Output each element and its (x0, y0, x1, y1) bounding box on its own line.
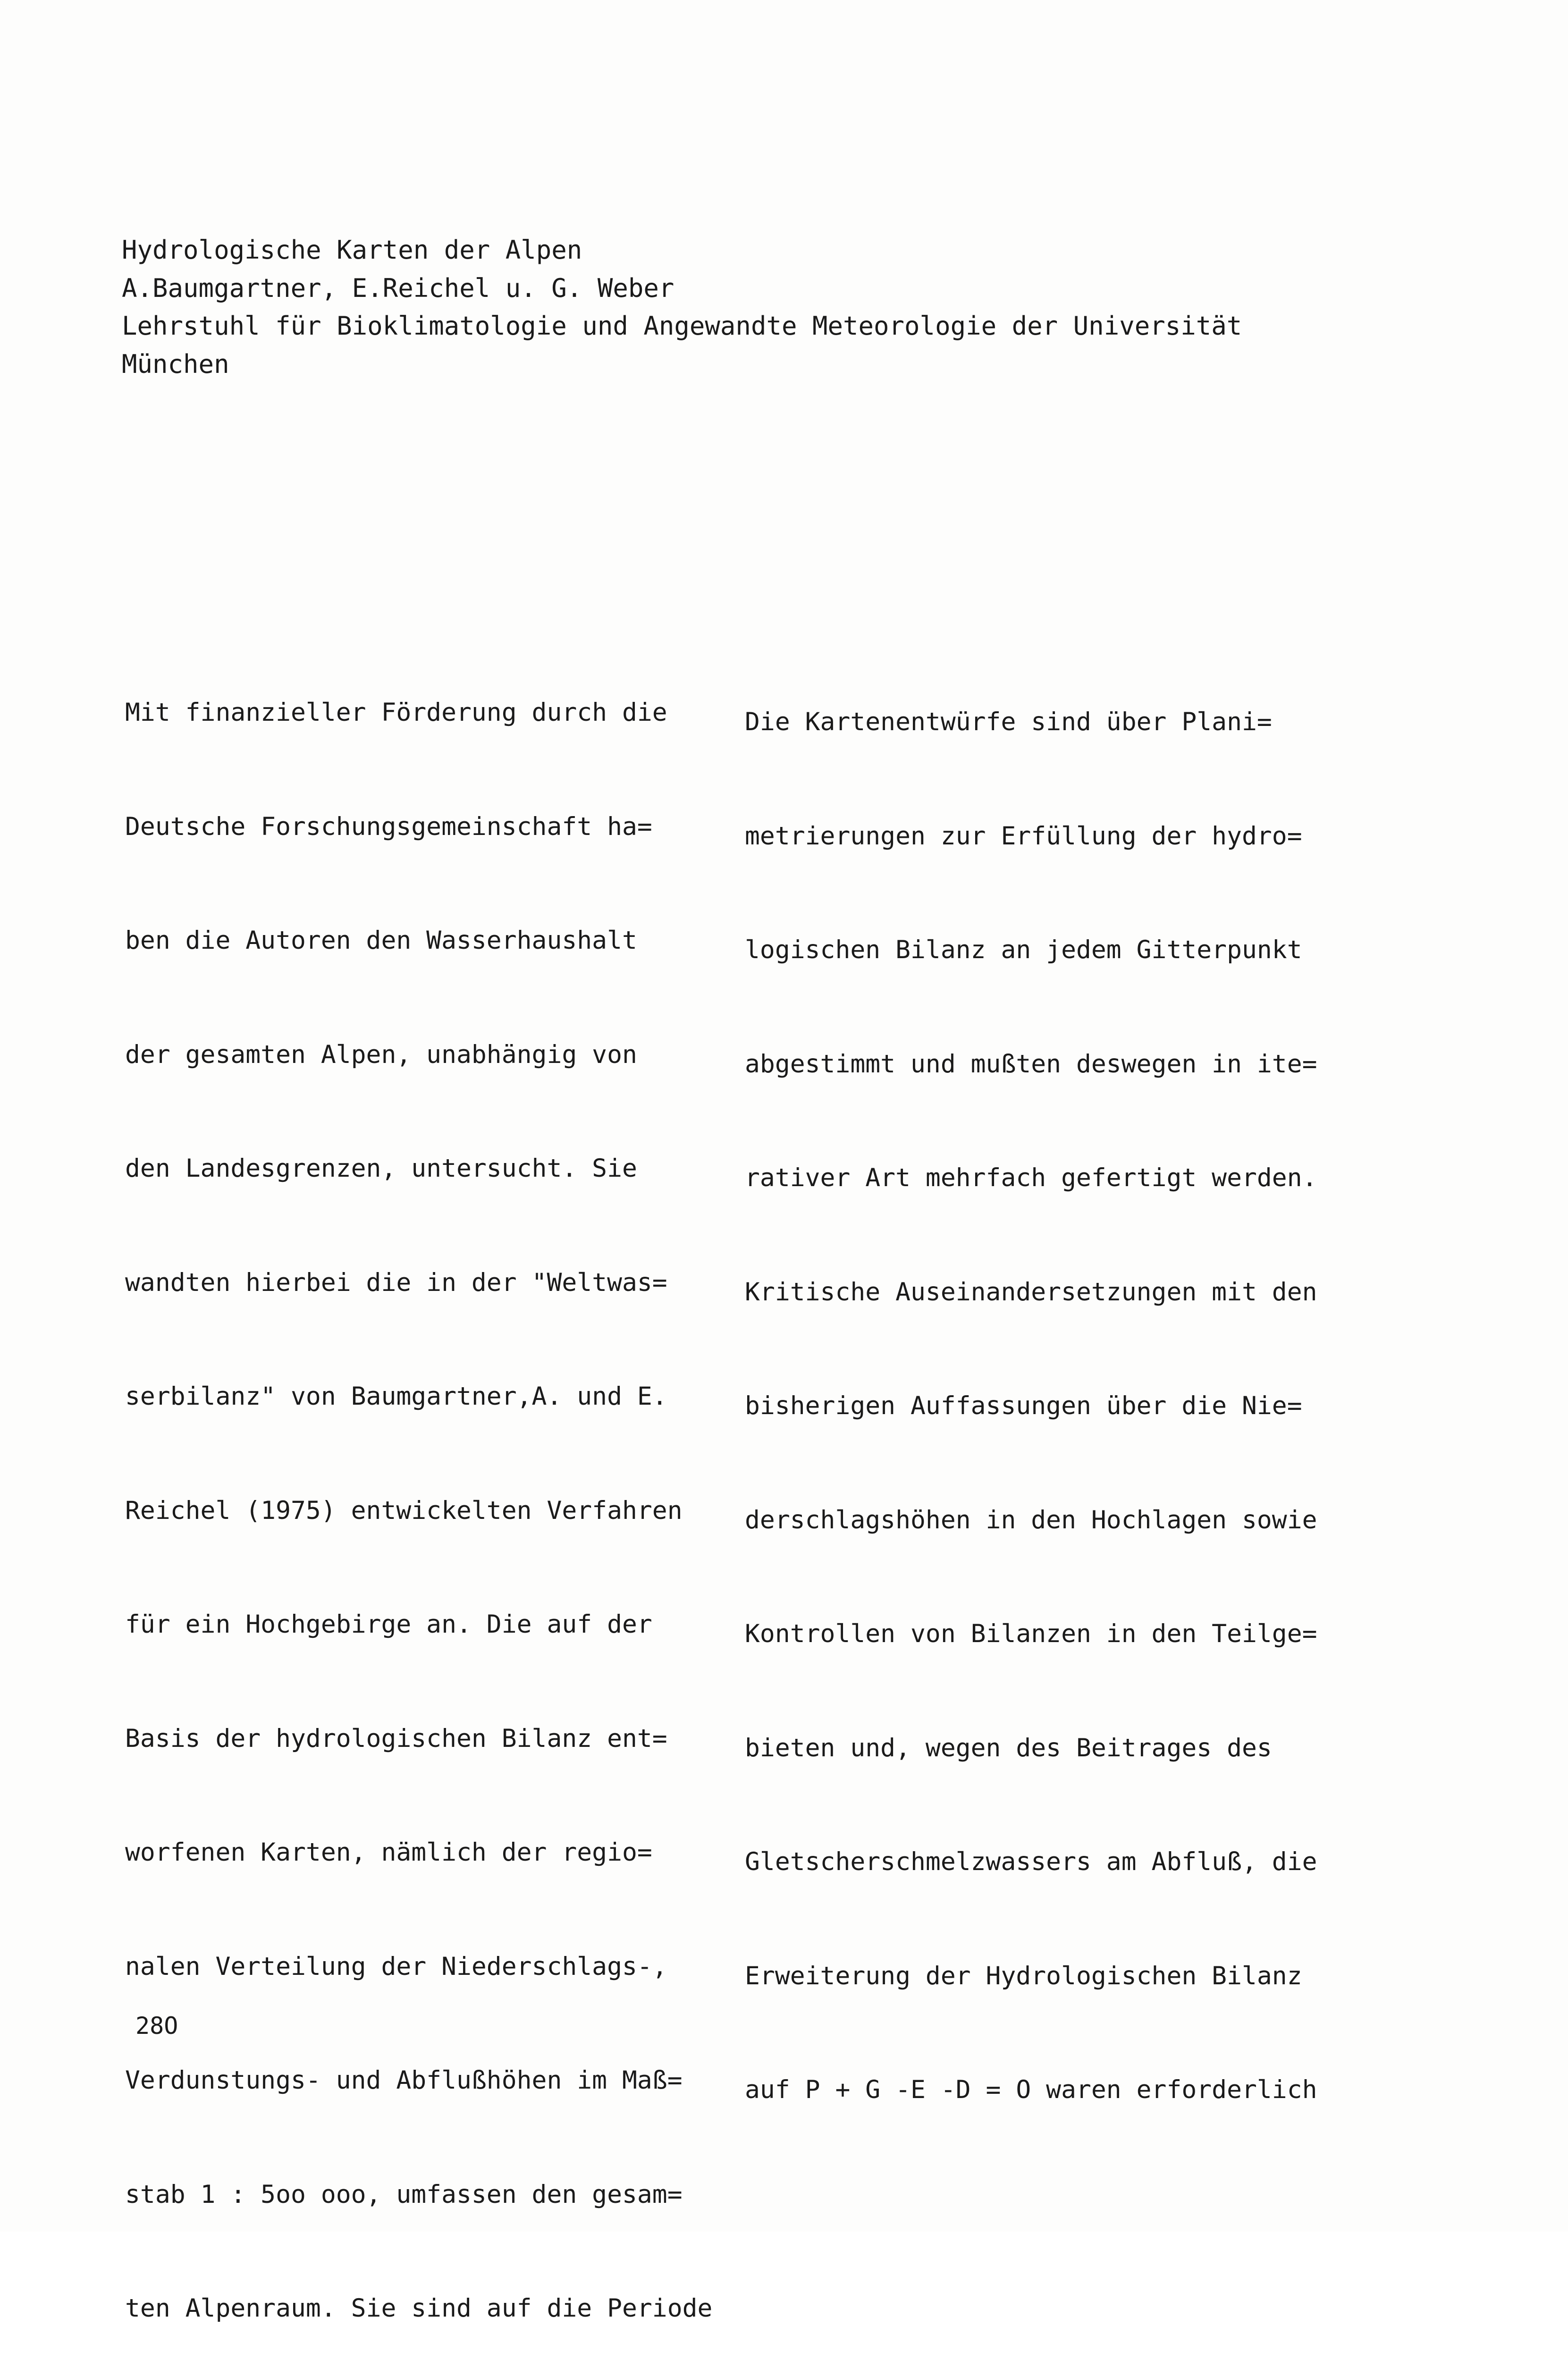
article-title: Hydrologische Karten der Alpen (122, 235, 582, 265)
article-affiliation: Lehrstuhl für Bioklimatologie und Angewandte Meteorologie der Universität (122, 311, 1242, 341)
text-line: den Landesgrenzen, untersucht. Sie (125, 1154, 637, 1183)
text-line: bieten und, wegen des Beitrages des (745, 1733, 1272, 1762)
article-affiliation-city: München (122, 349, 229, 379)
text-line: nalen Verteilung der Niederschlags-, (125, 1952, 667, 1981)
text-line: serbilanz" von Baumgartner,A. und E. (125, 1382, 667, 1411)
text-line: Verdunstungs- und Abflußhöhen im Maß= (125, 2066, 683, 2095)
text-line: Deutsche Forschungsgemeinschaft ha= (125, 812, 652, 841)
paragraph-intro (125, 618, 734, 2360)
text-line: metrierungen zur Erfüllung der hydro= (745, 821, 1302, 851)
text-line: worfenen Karten, nämlich der regio= (125, 1838, 652, 1867)
paragraph-map-design (745, 627, 1373, 2185)
page-number: 28O (135, 2012, 178, 2040)
text-line: Erweiterung der Hydrologischen Bilanz (745, 1961, 1302, 1990)
text-line: Gletscherschmelzwassers am Abfluß, die (745, 1847, 1317, 1876)
text-line: ben die Autoren den Wasserhaushalt (125, 926, 637, 955)
article-authors: A.Baumgartner, E.Reichel u. G. Weber (122, 273, 674, 303)
right-column (745, 551, 1373, 2360)
text-line: Basis der hydrologischen Bilanz ent= (125, 1724, 667, 1753)
text-line: Reichel (1975) entwickelten Verfahren (125, 1496, 683, 1525)
article-header (122, 231, 1491, 383)
text-line: derschlagshöhen in den Hochlagen sowie (745, 1505, 1317, 1534)
text-line: Die Kartenentwürfe sind über Plani= (745, 708, 1272, 736)
paragraph-spacer (745, 2261, 1373, 2300)
text-line: Kontrollen von Bilanzen in den Teilge= (745, 1619, 1317, 1648)
text-line: für ein Hochgebirge an. Die auf der (125, 1610, 652, 1639)
text-line: stab 1 : 5oo ooo, umfassen den gesam= (125, 2180, 683, 2209)
text-line: der gesamten Alpen, unabhängig von (125, 1040, 637, 1069)
text-line: Kritische Auseinandersetzungen mit den (745, 1277, 1317, 1306)
text-line: auf P + G -E -D = O waren erforderlich (745, 2075, 1317, 2104)
text-line: Mit finanzieller Förderung durch die (125, 698, 667, 727)
text-line: ten Alpenraum. Sie sind auf die Periode (125, 2294, 713, 2323)
text-line: bisherigen Auffassungen über die Nie= (745, 1391, 1302, 1420)
text-line: rativer Art mehrfach gefertigt werden. (745, 1163, 1317, 1192)
text-line: logischen Bilanz an jedem Gitterpunkt (745, 936, 1302, 964)
text-line: abgestimmt und mußten deswegen in ite= (745, 1049, 1317, 1079)
left-column (125, 542, 734, 2360)
text-line: wandten hierbei die in der "Weltwas= (125, 1268, 667, 1297)
